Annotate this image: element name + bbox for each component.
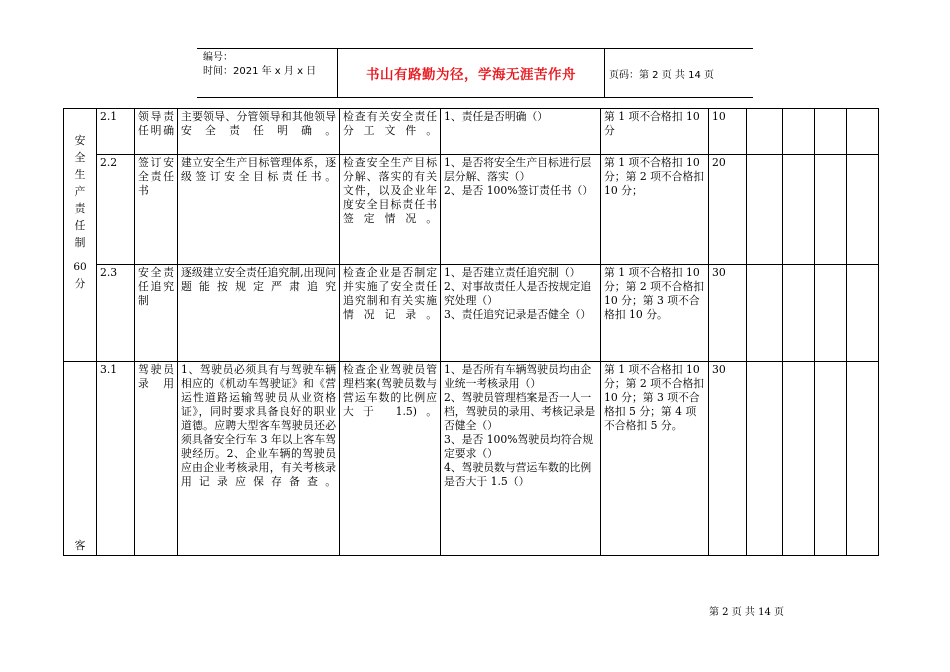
blank-cell (747, 155, 783, 265)
blank-cell (847, 155, 879, 265)
time-label: 时间：2021 年 x 月 x 日 (203, 66, 317, 77)
deduction-rule: 第 1 项不合格扣 10 分；第 2 项不合格扣 10 分； (601, 155, 709, 265)
item-number: 2.1 (97, 109, 135, 155)
category-score: 60 分 (73, 261, 87, 290)
item-content: 1、驾驶员必须具有与驾驶车辆相应的《机动车驾驶证》和《营运性道路运输驾驶员从业资格证》，同时要求具备良好的职业道德。应聘大型客车驾驶员还必须具备安全行车 3 年以上客车驾驶经历。2、企业车辆的驾驶员应由企业考核录用，有关考核录用记录应保存备查。 (178, 362, 340, 556)
check-method: 检查有关安全责任分工文件。 (340, 109, 441, 155)
item-content: 主要领导、分管领导和其他领导安全责任明确。 (178, 109, 340, 155)
table-row (64, 265, 879, 362)
standard-score: 30 (709, 265, 747, 362)
standard-score: 20 (709, 155, 747, 265)
table-row (64, 109, 879, 155)
item-content: 建立安全生产目标管理体系，逐级签订安全目标责任书。 (178, 155, 340, 265)
item-content: 逐级建立安全责任追究制,出现问题能按规定严肃追究 (178, 265, 340, 362)
table-row (64, 155, 879, 265)
item-name: 安全责任追究制 (135, 265, 178, 362)
item-name: 领导责任明确 (135, 109, 178, 155)
check-method: 检查企业驾驶员管理档案(驾驶员数与营运车数的比例应大于 1.5)。 (340, 362, 441, 556)
item-number: 2.2 (97, 155, 135, 265)
category-label: 客 (74, 539, 86, 552)
page-number-label: 页码：第 2 页 共 14 页 (609, 70, 714, 81)
item-number: 2.3 (97, 265, 135, 362)
blank-cell (747, 362, 783, 556)
blank-cell (783, 155, 815, 265)
check-points: 1、是否建立责任追究制（） 2、对事故责任人是否按规定追究处理（） 3、责任追究记录是否健全（） (441, 265, 601, 362)
header-divider (337, 49, 338, 97)
blank-cell (783, 109, 815, 155)
blank-cell (783, 362, 815, 556)
table-row (64, 362, 879, 556)
header-meta (203, 51, 316, 79)
code-label: 编号： (203, 52, 233, 63)
category-label: 安全生产责任制 (74, 134, 86, 249)
deduction-rule: 第 1 项不合格扣 10 分 (601, 109, 709, 155)
item-name: 签订安全责任书 (135, 155, 178, 265)
deduction-rule: 第 1 项不合格扣 10 分；第 2 项不合格扣 10 分；第 3 项不合格扣 10 分。 (601, 265, 709, 362)
deduction-rule: 第 1 项不合格扣 10 分；第 2 项不合格扣 10 分；第 3 项不合格扣 5 分；第 4 项不合格扣 5 分。 (601, 362, 709, 556)
blank-cell (747, 265, 783, 362)
page-header (197, 48, 753, 98)
blank-cell (815, 155, 847, 265)
check-points: 1、是否将安全生产目标进行层层分解、落实（） 2、是否 100%签订责任书（） (441, 155, 601, 265)
inspection-table (63, 108, 879, 556)
item-number: 3.1 (97, 362, 135, 556)
blank-cell (847, 109, 879, 155)
check-points: 1、是否所有车辆驾驶员均由企业统一考核录用（） 2、驾驶员管理档案是否一人一档，驾驶员的录用、考核记录是否健全（） 3、是否 100%驾驶员均符合规定要求（） 4、驾驶员数与营运车数的比例是否大于 1.5（） (441, 362, 601, 556)
blank-cell (815, 265, 847, 362)
blank-cell (847, 362, 879, 556)
blank-cell (815, 109, 847, 155)
blank-cell (747, 109, 783, 155)
blank-cell (847, 265, 879, 362)
check-method: 检查安全生产目标分解、落实的有关文件，以及企业年度安全目标责任书签定情况。 (340, 155, 441, 265)
item-name: 驾驶员录用 (135, 362, 178, 556)
blank-cell (815, 362, 847, 556)
blank-cell (783, 265, 815, 362)
category-cell (64, 362, 97, 556)
check-method: 检查企业是否制定并实施了安全责任追究制和有关实施情况记录。 (340, 265, 441, 362)
standard-score: 10 (709, 109, 747, 155)
page-footer: 第 2 页 共 14 页 (709, 607, 784, 618)
check-points: 1、责任是否明确（） (441, 109, 601, 155)
standard-score: 30 (709, 362, 747, 556)
header-motto: 书山有路勤为径，学海无涯苦作舟 (366, 67, 576, 83)
header-divider (604, 49, 605, 97)
category-cell (64, 109, 97, 362)
